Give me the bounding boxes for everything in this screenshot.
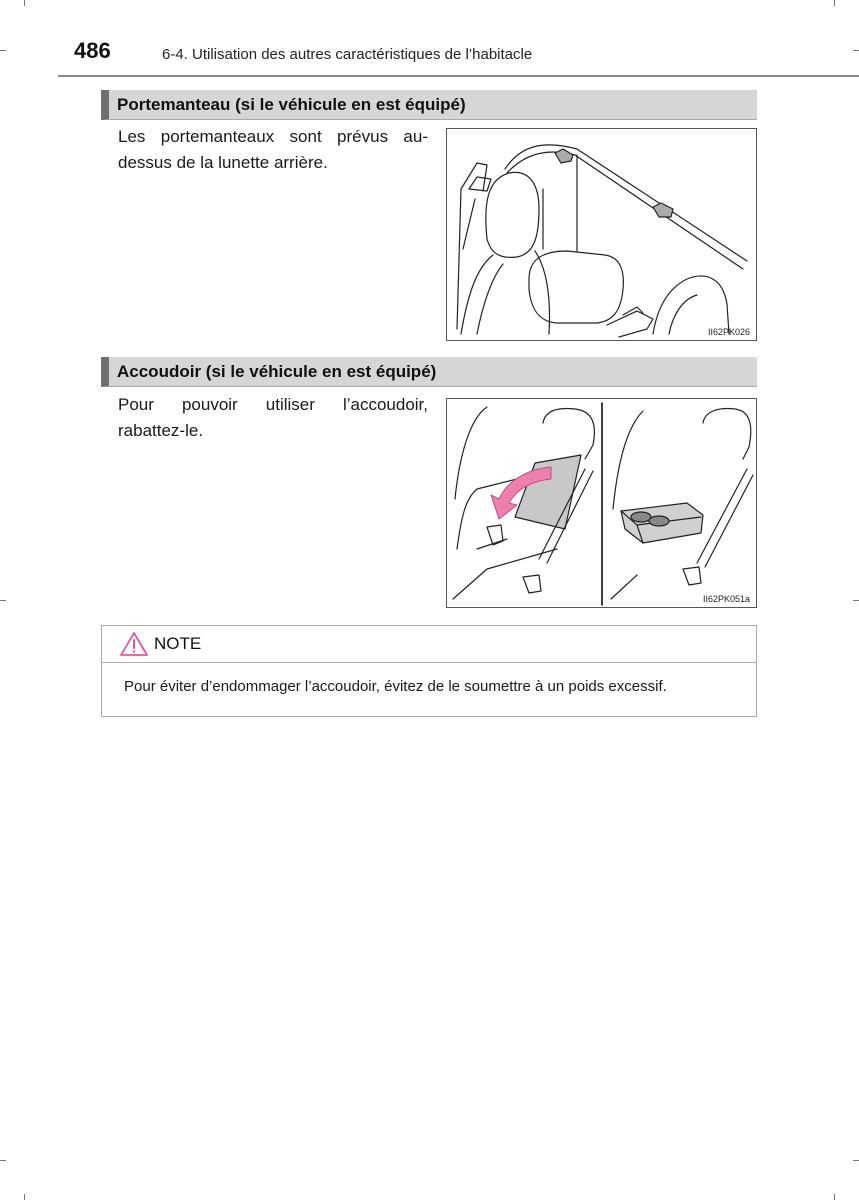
- page-number: 486: [74, 38, 111, 63]
- note-title: NOTE: [154, 634, 202, 653]
- section-heading-coat-hooks: [101, 90, 757, 120]
- figure-code: II62PK051a: [702, 594, 750, 604]
- header-divider: [58, 75, 859, 77]
- section-heading-armrest: [101, 357, 757, 387]
- crop-mark: [24, 1194, 25, 1200]
- section-body-coat-hooks: Les portemanteaux sont prévus au-dessus de la lunette arrière.: [118, 127, 428, 172]
- page-header: [0, 0, 859, 80]
- note-box: [101, 625, 757, 717]
- section-heading-text: Accoudoir (si le véhicule en est équipé): [117, 362, 437, 381]
- crop-mark: [0, 1160, 6, 1161]
- crop-mark: [853, 600, 859, 601]
- crop-mark: [834, 1194, 835, 1200]
- crop-mark: [853, 1160, 859, 1161]
- coat-hooks-illustration: [446, 128, 757, 341]
- section-heading-text: Portemanteau (si le véhicule en est équipé): [117, 95, 466, 114]
- figure-code: II62PK026: [707, 327, 750, 337]
- note-text: Pour éviter d’endommager l’accoudoir, évitez de le soumettre à un poids excessif.: [124, 678, 667, 695]
- crop-mark: [0, 600, 6, 601]
- warning-triangle-icon: [119, 631, 149, 657]
- chapter-title: 6-4. Utilisation des autres caractéristiques de l’habitacle: [162, 46, 533, 63]
- note-header: [102, 626, 756, 663]
- armrest-illustration: [446, 398, 757, 608]
- section-body-armrest: Pour pouvoir utiliser l’accoudoir, rabattez-le.: [118, 395, 428, 440]
